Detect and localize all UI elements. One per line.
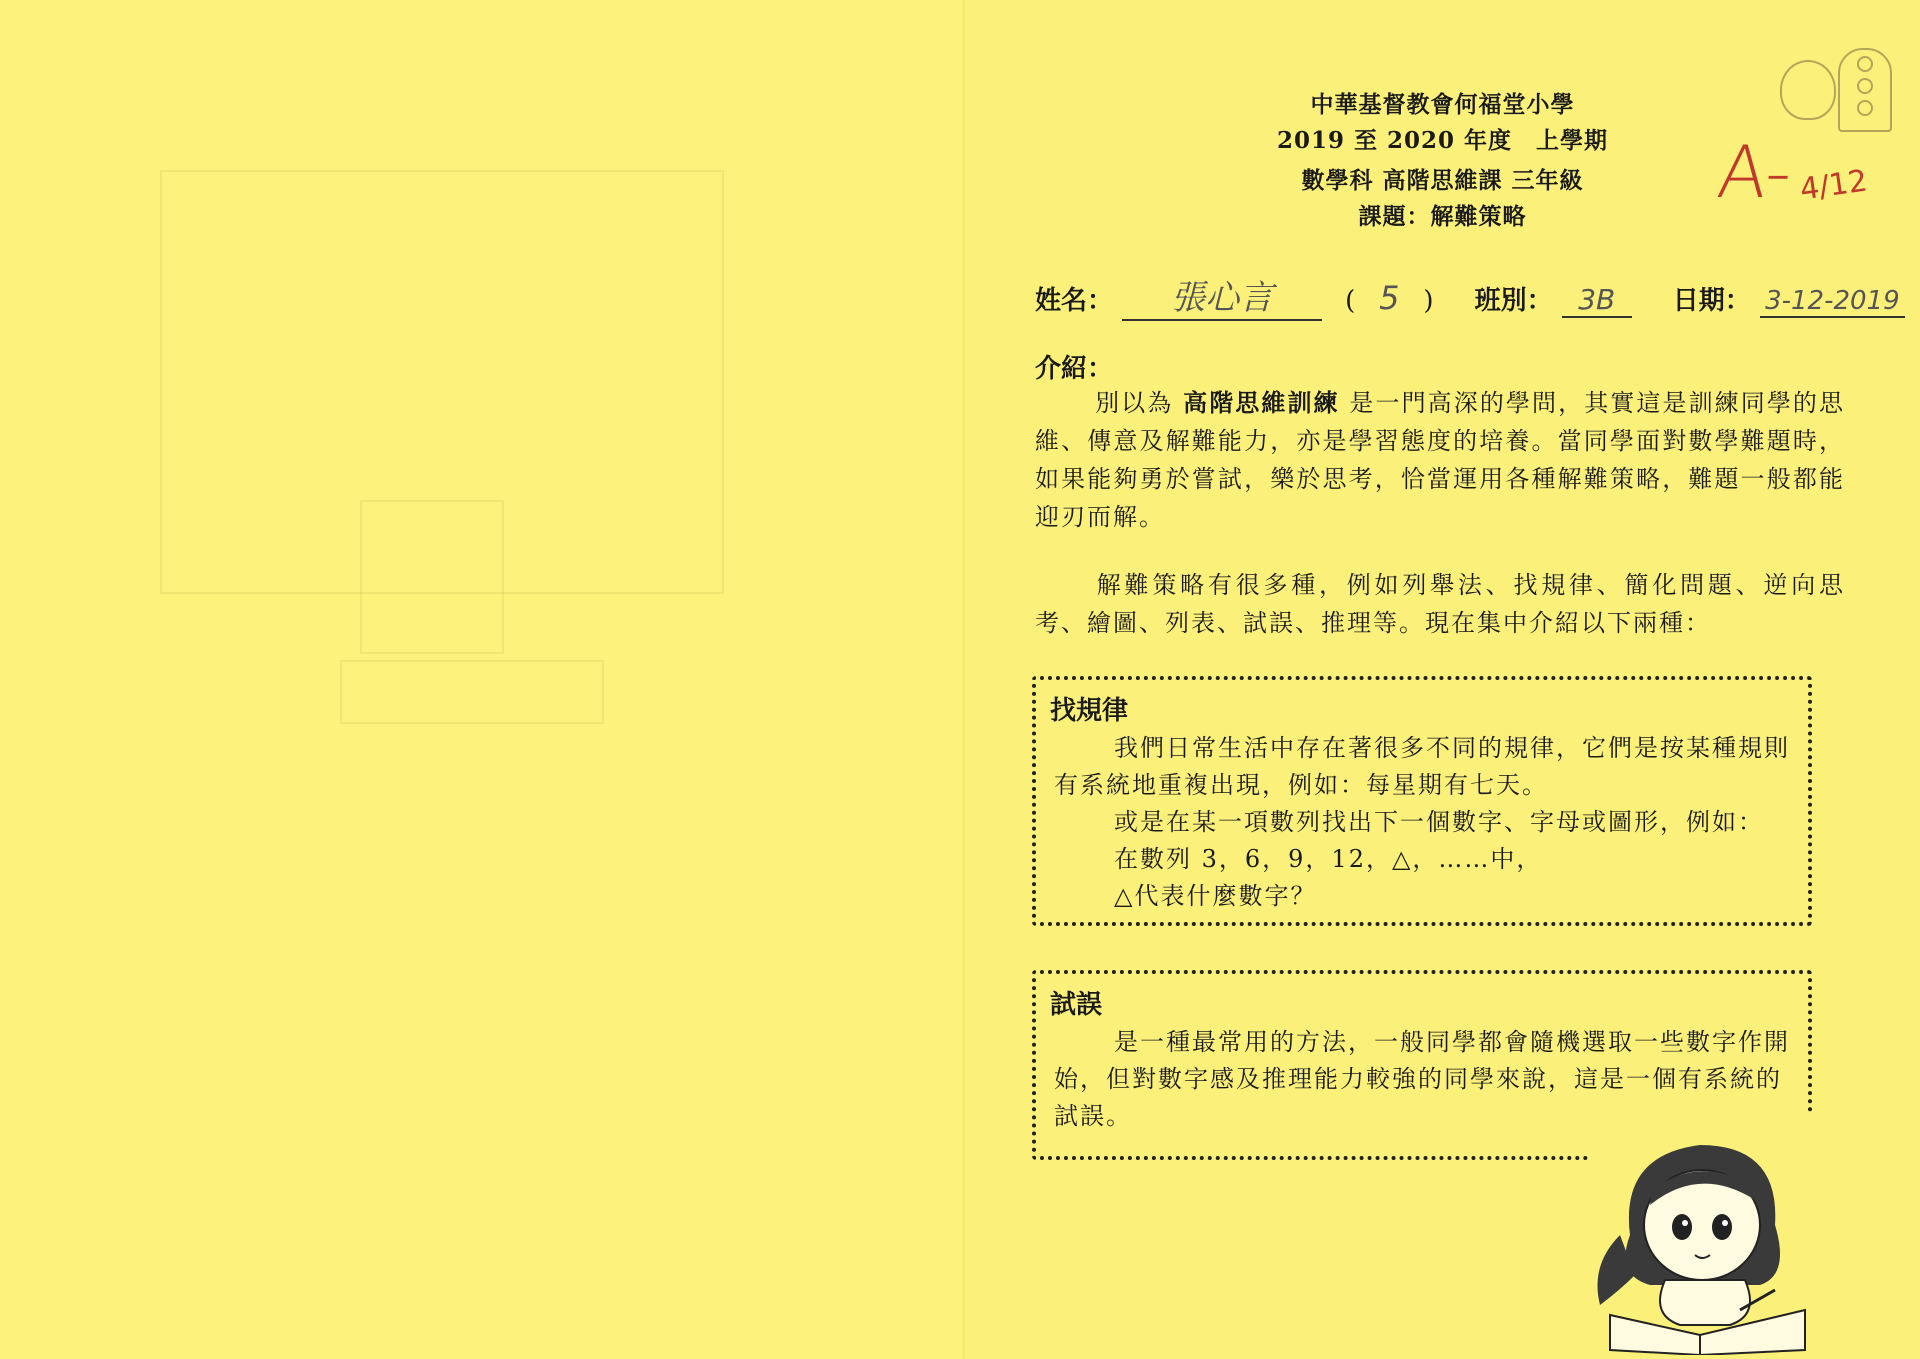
bleed-through-shape — [340, 660, 604, 724]
score-mark: 4/12 — [1797, 163, 1870, 208]
name-field: 張心言 — [1122, 270, 1322, 321]
intro-p1-bold: 高階思維訓練 — [1183, 388, 1340, 417]
pattern-title: 找規律 — [1050, 696, 1129, 726]
intro-title: 介紹： — [1035, 354, 1114, 384]
class-label: 班別： — [1474, 286, 1553, 316]
girl-reading-illustration — [1590, 1115, 1820, 1355]
class-no-close: ) — [1423, 286, 1434, 316]
trial-title: 試誤 — [1050, 990, 1103, 1020]
name-label: 姓名： — [1035, 286, 1114, 316]
intro-p2-text: 解難策略有很多種，例如列舉法、找規律、簡化問題、逆向思考、繪圖、列表、試誤、推理等。現在集中介紹以下兩種： — [1035, 571, 1845, 637]
topic-title: 課題：解難策略 — [1358, 203, 1527, 230]
pattern-line-1: 我們日常生活中存在著很多不同的規律，它們是按某種規則有系統地重複出現，例如：每星期有七天。 — [1054, 734, 1790, 799]
course-title: 數學科 高階思維課 三年級 — [1301, 167, 1584, 194]
trial-text: 是一種最常用的方法，一般同學都會隨機選取一些數字作開始，但對數字感及推理能力較強的同學來說，這是一個有系統的試誤。 — [1054, 1028, 1790, 1130]
date-field: 3-12-2019 — [1760, 286, 1905, 318]
class-no-open: ( — [1345, 286, 1356, 316]
student-info-row — [1035, 270, 1905, 321]
pattern-line-3: 在數列 3，6，9，12，△，……中， — [1114, 845, 1543, 873]
class-number: 5 — [1379, 279, 1400, 317]
grade-mark: A- — [1713, 130, 1797, 214]
intro-paragraph-1 — [1035, 384, 1845, 536]
school-name: 中華基督教會何福堂小學 — [1310, 91, 1575, 118]
pattern-line-2: 或是在某一項數列找出下一個數字、字母或圖形，例如： — [1114, 808, 1764, 836]
pattern-line-4: △代表什麼數字？ — [1114, 882, 1317, 910]
school-year: 2019 至 2020 年度 上學期 — [1276, 127, 1609, 154]
pattern-body — [1054, 730, 1799, 915]
bleed-through-shape — [360, 500, 504, 654]
winnie-stamp-icon — [1780, 40, 1900, 130]
intro-p1-post: 是一門高深的學問，其實這是訓練同學的思維、傳意及解難能力，亦是學習態度的培養。當同學面對數學難題時，如果能夠勇於嘗試，樂於思考，恰當運用各種解難策略，難題一般都能迎刃而解。 — [1035, 389, 1846, 531]
class-field: 3B — [1562, 283, 1632, 318]
pattern-box — [1032, 676, 1812, 926]
intro-p1-pre: 別以為 — [1095, 389, 1174, 417]
date-label: 日期： — [1672, 286, 1751, 316]
intro-paragraph-2 — [1035, 566, 1845, 642]
